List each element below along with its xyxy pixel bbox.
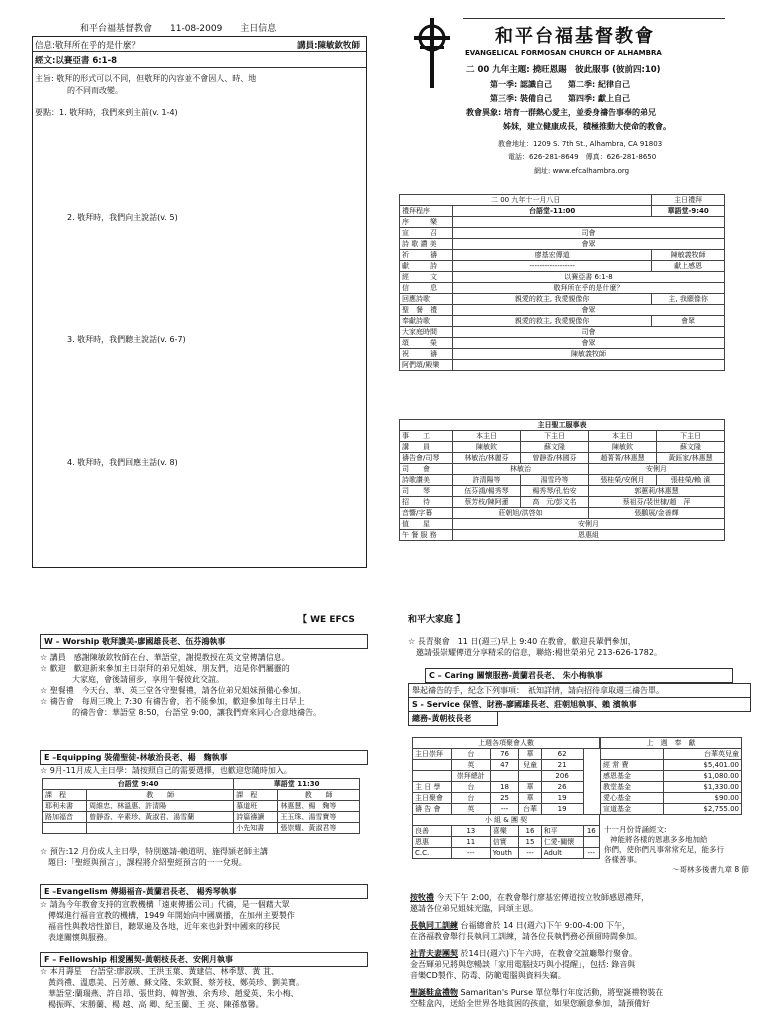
- order-value-mn: 主, 我願像你: [652, 294, 725, 305]
- divider: [463, 18, 725, 19]
- sermon-scripture: 經文:以賽亞書 6:1-8: [35, 56, 118, 66]
- order-item: 祝 禱: [400, 349, 453, 360]
- group-row: [413, 826, 600, 837]
- sermon-box: [32, 36, 367, 568]
- offering-amount: $1,330.00: [664, 782, 742, 793]
- duty-value-mn: 安俐月: [589, 464, 725, 475]
- notice-text: 邀請各位弟兄姐妹光臨，同頌主恩。: [410, 904, 538, 913]
- group-cell: 良善: [413, 826, 452, 837]
- offering-label: 感恩基金: [601, 771, 664, 782]
- offering-row: [601, 749, 742, 760]
- attendance-cell: 26: [541, 782, 583, 793]
- duty-value: 伍芬鴻/楊秀琴: [453, 486, 521, 497]
- attendance-cell: 主 日 學: [413, 782, 452, 793]
- class-cell: [87, 823, 234, 834]
- class-head-mn: 華語堂 11:30: [234, 779, 360, 790]
- duty-value-tw: 莊朝旭/洪啓如: [453, 508, 589, 519]
- offering-title: 上 週 奉 獻: [601, 738, 742, 749]
- order-value-tw: ------------------: [453, 261, 652, 272]
- order-row: [400, 349, 725, 360]
- order-value: [453, 217, 725, 228]
- offering-amount: $90.00: [664, 793, 742, 804]
- group-cell: ---: [451, 848, 490, 859]
- class-cell: 詩篇禱讀: [234, 812, 278, 823]
- order-value: 敬拜所在乎的是什麼？: [453, 283, 725, 294]
- order-item: 序 樂: [400, 217, 453, 228]
- fellow-item: ☆ 本月壽星 台語堂:廖淑瑛、王洪玉葉、黃建信、林季慧、黃 苴、: [40, 967, 279, 976]
- attendance-row: [413, 760, 600, 771]
- order-row: [400, 294, 725, 305]
- attendance-cell: 台華: [519, 804, 541, 815]
- order-item: 宣 召: [400, 228, 453, 239]
- church-vision-1: 教會異象: 培育一群熱心愛主，並委身禱告事奉的弟兄: [466, 108, 656, 117]
- notice-text: 今天下午 2:00，在教會舉行廖基宏傳道按立牧師感恩禮拜，: [436, 893, 650, 902]
- order-value: 司會: [453, 327, 725, 338]
- group-cell: [583, 837, 599, 848]
- group-cell: 11: [451, 837, 490, 848]
- class-col: 教 師: [87, 790, 234, 801]
- church-name-zh: 和平台福基督教會: [495, 26, 655, 47]
- group-cell: C.C.: [413, 848, 452, 859]
- duty-value: 恩惠組: [453, 530, 725, 541]
- order-head-0: 禮拜程序: [400, 206, 453, 217]
- caring-item: 舉起禱告的手，紀念下列事項： 祇知詳情，請向招待拿取週三禱告單。: [408, 683, 751, 698]
- sermon-topic: 信息:敬拜所在乎的是什麼？: [35, 41, 140, 51]
- evan-item: 表達關懷與服務。: [40, 933, 112, 942]
- duty-value: 張桂榮/安俐月: [589, 475, 657, 486]
- equip-note2b: 題目:「聖經與預言」，課程將介紹聖經預言的一一兌現。: [40, 858, 247, 867]
- order-value-tw: 親愛的救主, 我愛親像你: [453, 316, 652, 327]
- duty-item: 禱告會/司琴: [400, 453, 453, 464]
- evangelism-bar: E –Evangelism 傳揚福音-黃蘭君長老、 楊秀琴執事: [40, 884, 368, 899]
- duty-value: 高 元/彭文名: [521, 497, 589, 508]
- duty-item: 午 餐 服 務: [400, 530, 453, 541]
- equip-note2a: ☆ 預告:12 月份成人主日學，特別邀請-賴道明、施得頴老師主講: [40, 847, 269, 856]
- duty-row: [400, 453, 725, 464]
- notice-title: 長執同工訓練: [410, 921, 458, 930]
- class-cell: 張崇耀、黃淑君等: [278, 823, 360, 834]
- order-title: 主日禮拜: [652, 195, 725, 206]
- worship-item: ☆ 歡迎 歡迎新來參加主日崇拜的弟兄姐妹、朋友們，這是你們屬靈的: [40, 664, 290, 673]
- groups-title: 小 組 & 團 契: [413, 815, 600, 826]
- duty-row: [400, 442, 725, 453]
- duty-row: [400, 530, 725, 541]
- group-cell: ---: [583, 848, 599, 859]
- right-items: [408, 636, 662, 658]
- order-row: [400, 250, 725, 261]
- duty-value-mn: 郭蕙莉/林惠慧: [589, 486, 725, 497]
- duty-value: 張桂榮/賴 濱: [657, 475, 725, 486]
- church-theme-year: 二 00 九年主題: 撓旺恩賜 彼此服事 (彼前四:10): [466, 65, 661, 75]
- attendance-row: [413, 749, 600, 760]
- offering-row: [601, 771, 742, 782]
- notice-line: [410, 948, 750, 959]
- class-cell: [43, 823, 87, 834]
- attendance-cell: 47: [490, 760, 519, 771]
- order-head-1: 台語堂-11:00: [453, 206, 652, 217]
- class-cell: 林惠慧、楊 麴等: [278, 801, 360, 812]
- duty-value: 蔡芳枝/陳阿蓮: [453, 497, 521, 508]
- attendance-cell: 主日崇拜: [413, 749, 452, 760]
- duty-value: 蘇文隆: [521, 442, 589, 453]
- notice-title: 社青夫妻團契: [410, 949, 458, 958]
- duty-item: 詩歌讚美: [400, 475, 453, 486]
- attendance-cell: 18: [490, 782, 519, 793]
- order-value: 司會: [453, 228, 725, 239]
- offering-label: 愛心基金: [601, 793, 664, 804]
- duty-item: 司 琴: [400, 486, 453, 497]
- church-vision-2: 姊妹，建立健康成長，積極推動大使命的教會。: [503, 122, 671, 131]
- notice-text: 在洛福教會舉行長執同工訓練，請各位長執們務必預留時間參加。: [410, 932, 642, 941]
- class-cell: 小先知書: [234, 823, 278, 834]
- fellow-item: 楊振晖、宋勝蘭、楊 越、高 卿、紀玉蘭、王 亮、陳孫慕馨。: [40, 1000, 264, 1009]
- equip-note: ☆ 9月-11月成人主日學：請按照自己的需要選擇，也歡迎您隨時加入。: [40, 766, 292, 775]
- offering-amount: 台華英兒童: [664, 749, 742, 760]
- duty-head-2: 下主日: [521, 431, 589, 442]
- order-row: [400, 217, 725, 228]
- offering-label: 教堂基金: [601, 782, 664, 793]
- class-cell: 周維忠、林溫惠、許清陽: [87, 801, 234, 812]
- sermon-theme-1: 主旨: 敬拜的形式可以不同，但敬拜的內容並不會因人、時、地: [35, 74, 257, 83]
- evan-item: 傳媒進行福音宣教的機構，1949 年開始向中國廣播，在加州主要製作: [40, 911, 295, 920]
- attendance-cell: 台: [451, 793, 490, 804]
- notice-text: 台福總會於 14 日(週六)下午 9:00-4:00 下午，: [460, 921, 630, 930]
- order-item: 回應詩歌: [400, 294, 453, 305]
- order-item: 獻 詩: [400, 261, 453, 272]
- duty-value-mn: 蔡祖芬/裴世棣/趙 萍: [589, 497, 725, 508]
- offering-label: 宣道基金: [601, 804, 664, 815]
- verse-line: 各樣善事。: [604, 855, 642, 864]
- group-row: [413, 848, 600, 859]
- duty-row: [400, 486, 725, 497]
- equip-bar: E –Equipping 裝備聖徒-林敏治長老、楊 麴執事: [40, 750, 368, 765]
- worship-item: ☆ 禱告會 每周三晚上 7:30 有禱告會，若不能參加，歡迎參加每主日早上: [40, 697, 305, 706]
- order-item: 詩 歌 讚 美: [400, 239, 453, 250]
- attendance-cell: ---: [490, 804, 519, 815]
- class-col: 教 師: [278, 790, 360, 801]
- class-row: [43, 812, 360, 823]
- attendance-cell: 25: [490, 793, 519, 804]
- church-name-en: EVANGELICAL FORMOSAN CHURCH OF ALHAMBRA: [465, 49, 662, 57]
- verse-line: 十一月份背誦經文:: [604, 825, 667, 834]
- notice-line: [410, 920, 750, 931]
- class-cell: 耶利未書: [43, 801, 87, 812]
- verse-line: 你們，使你們凡事常常充足，能多行: [604, 845, 724, 854]
- order-item: 聖 餐 禮: [400, 305, 453, 316]
- duty-value: 陳敏欽: [589, 442, 657, 453]
- duty-row: [400, 464, 725, 475]
- order-value-tw: 親愛的救主, 我愛親像你: [453, 294, 652, 305]
- notice-text: 於14日(週六)下午六時，在教會交誼廳舉行聚會。: [460, 949, 637, 958]
- attendance-cell: 76: [490, 749, 519, 760]
- verse-line: 神能將各樣的恩惠多多地加給: [610, 835, 708, 844]
- class-head-tw: 台語堂 9:40: [43, 779, 234, 790]
- right-item: 邀請張崇耀傳道分享精采的信息，聯絡:楊世榮弟兄 213-626-1782。: [408, 648, 662, 657]
- duty-value-mn: 張鵬展/金善輝: [589, 508, 725, 519]
- duty-row: [400, 519, 725, 530]
- group-cell: 13: [451, 826, 490, 837]
- duty-head-0: 事 工: [400, 431, 453, 442]
- duty-value: 楊秀琴/孔怡安: [521, 486, 589, 497]
- attendance-cell: 台: [451, 749, 490, 760]
- family-left-title: 【 WE EFCS: [298, 615, 355, 625]
- attendance-cell: [413, 760, 452, 771]
- duty-row: [400, 475, 725, 486]
- duty-item: 音響/字幕: [400, 508, 453, 519]
- duty-title: 主日聖工服事表: [400, 420, 725, 431]
- order-item: 祈 禱: [400, 250, 453, 261]
- attendance-cell: 華: [519, 782, 541, 793]
- order-value-mn: 獻上感恩: [652, 261, 725, 272]
- admin-bar: 總務-黃朝枝長老: [408, 711, 498, 726]
- notice-text: 空鞋盒內，送給全世界各地貧困的孩童，如果您願意參加，請預備好: [410, 999, 650, 1008]
- attendance-cell: 禱 告 會: [413, 804, 452, 815]
- attendance-cell: 62: [541, 749, 583, 760]
- notice-line: [410, 987, 750, 998]
- right-item: ☆ 長青聚會 11 日(週三)早上 9:40 在教會，歡迎長輩們參加，: [408, 637, 636, 646]
- notices-list: [410, 892, 750, 1009]
- order-item: 頌 榮: [400, 338, 453, 349]
- sermon-speaker: 講員:陳敏欽牧師: [297, 41, 360, 51]
- offering-table: [600, 737, 742, 815]
- offering-amount: $5,401.00: [664, 760, 742, 771]
- attendance-table: [412, 737, 600, 859]
- sermon-point-3: 3. 敬拜時，我們聽主說話(v. 6-7): [67, 335, 186, 344]
- sermon-point-4: 4. 敬拜時，我們回應主話(v. 8): [67, 458, 178, 467]
- duty-head-3: 本主日: [589, 431, 657, 442]
- class-table: [42, 778, 360, 834]
- attendance-cell: 主日聚會: [413, 793, 452, 804]
- duty-row: [400, 508, 725, 519]
- notice-line: [410, 892, 750, 903]
- attendance-cell: 台: [451, 782, 490, 793]
- group-cell: 和平: [541, 826, 583, 837]
- class-row: [43, 801, 360, 812]
- order-value: 以賽亞書 6:1-8: [453, 272, 725, 283]
- class-cell: 曾靜香、辛素珍、黃淑君、湯雪蘭: [87, 812, 234, 823]
- attendance-cell: [519, 771, 541, 782]
- order-row: [400, 316, 725, 327]
- group-cell: 16: [519, 826, 541, 837]
- attendance-cell: 崇拜總計: [451, 771, 490, 782]
- fellow-item: 黃尚禮、溫惠美、呂芳蕙、蘇文隆、朱欽賢、蔡芳枝、鄭英珍、劉美寶。: [40, 978, 304, 987]
- attendance-cell: 19: [541, 793, 583, 804]
- attendance-cell: 206: [541, 771, 583, 782]
- order-item: 大家庭時間: [400, 327, 453, 338]
- church-address: 教會地址：1209 S. 7th St., Alhambra, CA 91803: [498, 140, 663, 148]
- church-phone: 電話：626-281-8649 傳真：626-281-8650: [508, 153, 657, 161]
- class-cell: 慕道班: [234, 801, 278, 812]
- order-row: [400, 283, 725, 294]
- church-seasons-2: 第三季: 裝備自己 第四季: 獻上自己: [490, 94, 630, 103]
- duty-item: 講 員: [400, 442, 453, 453]
- order-row: [400, 272, 725, 283]
- order-date: 二 00 九年十一月八日: [400, 195, 652, 206]
- order-value: 會眾: [453, 338, 725, 349]
- order-item: 信 息: [400, 283, 453, 294]
- notice-line: [410, 998, 750, 1009]
- order-value-tw: 廖基宏傳道: [453, 250, 652, 261]
- worship-item: ☆ 聖餐禮 今天台、華、英三堂各守聖餐禮，請各位弟兄姐妹預備心參加。: [40, 686, 306, 695]
- duty-value: 許清陽等: [453, 475, 521, 486]
- group-cell: Youth: [490, 848, 519, 859]
- attendance-cell: 華: [519, 749, 541, 760]
- group-cell: Adult: [541, 848, 583, 859]
- order-table: [399, 194, 725, 371]
- attendance-row: [413, 804, 600, 815]
- attendance-cell: 英: [451, 760, 490, 771]
- offering-amount: $1,080.00: [664, 771, 742, 782]
- notice-text: 金吾輝弟兄將與您暢談「家用電腦技巧與小提醒」，包括: 錄音與: [410, 960, 636, 969]
- offering-row: [601, 760, 742, 771]
- worship-item: ☆ 講員 感謝陳敏欽牧師在台、華語堂，謝提教授在英文堂傳講信息。: [40, 653, 290, 662]
- attendance-cell: 華: [519, 793, 541, 804]
- offering-row: [601, 793, 742, 804]
- caring-bar: C – Caring 關懷服務-黃蘭君長老、 朱小梅執事: [425, 668, 733, 683]
- duty-value-tw: 林敏治: [453, 464, 589, 475]
- divider: [33, 67, 366, 68]
- order-row: [400, 305, 725, 316]
- church-cross-logo-icon: [410, 18, 456, 88]
- attendance-row: [413, 771, 600, 782]
- church-seasons-1: 第一季: 認識自己 第二季: 紀律自己: [490, 80, 630, 89]
- church-website: 網址: www.efcalhambra.org: [534, 167, 630, 175]
- divider: [33, 51, 366, 52]
- group-cell: 喜樂: [490, 826, 519, 837]
- duty-row: [400, 497, 725, 508]
- order-row: [400, 327, 725, 338]
- sermon-header: 和平台福基督教會 11-08-2009 主日信息: [80, 24, 277, 34]
- order-row: [400, 338, 725, 349]
- memory-verse: [604, 825, 749, 875]
- order-value: 會眾: [453, 239, 725, 250]
- attendance-cell: [490, 771, 519, 782]
- duty-item: 司 會: [400, 464, 453, 475]
- offering-label: [601, 749, 664, 760]
- sermon-point-1: 要點：1. 敬拜時，我們來到主前(v. 1-4): [35, 108, 178, 117]
- class-cell: 路加福音: [43, 812, 87, 823]
- order-row: [400, 261, 725, 272]
- duty-value: 蘇文隆: [657, 442, 725, 453]
- worship-bar: W – Worship 敬拜讚美-廖國雄長老、伍芬鴻執事: [40, 634, 368, 649]
- family-right-title: 和平大家庭 】: [408, 615, 466, 625]
- class-row: [43, 823, 360, 834]
- fellow-item: 華語堂:蘭瑞燕、許自昂、張世鈞、韓智強、余秀珍、趙愛英、朱小梅、: [40, 989, 299, 998]
- group-cell: 15: [519, 837, 541, 848]
- group-row: [413, 837, 600, 848]
- duty-value: 趙菁菁/林惠慧: [589, 453, 657, 464]
- notice-title: 聖誕鞋盒禮物: [410, 988, 458, 997]
- duty-item: 值 星: [400, 519, 453, 530]
- notice-text: 音樂CD製作、防毒、防範電腦與資料失竊。: [410, 971, 566, 980]
- order-value: [453, 360, 725, 371]
- sermon-theme-2: 的不同而改變。: [67, 86, 123, 95]
- fellowship-bar: F – Fellowship 相愛團契-黃朝枝長老、安俐月執事: [40, 952, 368, 967]
- group-cell: ---: [519, 848, 541, 859]
- attendance-title: 上週各項聚會人數: [413, 738, 600, 749]
- order-value-mn: 陳敏義牧師: [652, 250, 725, 261]
- duty-table: [399, 419, 725, 541]
- verse-ref: ～哥林多後書九章 8 節: [671, 865, 749, 874]
- class-col: 課 程: [234, 790, 278, 801]
- duty-value: 曾靜香/林國芬: [521, 453, 589, 464]
- order-item: 經 文: [400, 272, 453, 283]
- order-item: 奉獻詩歌: [400, 316, 453, 327]
- order-value: 會眾: [453, 305, 725, 316]
- class-cell: 王玉珠、湯雪寶等: [278, 812, 360, 823]
- fellow-items: [40, 966, 304, 1010]
- attendance-cell: 兒童: [519, 760, 541, 771]
- attendance-cell: 19: [541, 804, 583, 815]
- order-row: [400, 228, 725, 239]
- worship-item: 大家庭，會後請留步，享用午餐彼此交誼。: [40, 675, 224, 684]
- duty-head-4: 下主日: [657, 431, 725, 442]
- duty-value: 黃鈺家/林惠慧: [657, 453, 725, 464]
- offering-row: [601, 804, 742, 815]
- duty-item: 招 待: [400, 497, 453, 508]
- evan-item: 福音性與教培性節目，聽眾遍及各地，近年來也針對中國來的移民: [40, 922, 280, 931]
- class-col: 課 程: [43, 790, 87, 801]
- order-item: 阿們頌/殿樂: [400, 360, 453, 371]
- order-row: [400, 360, 725, 371]
- evan-item: ☆ 請為今年教會支持的宣教機構「遠東傳播公司」代禱，是一個藉大眾: [40, 900, 290, 909]
- notice-line: [410, 959, 750, 970]
- notice-line: [410, 903, 750, 914]
- notice-line: [410, 970, 750, 981]
- sermon-point-2: 2. 敬拜時，我們向主說話(v. 5): [67, 213, 178, 222]
- attendance-row: [413, 782, 600, 793]
- offering-label: 經 常 費: [601, 760, 664, 771]
- offering-amount: $2,755.00: [664, 804, 742, 815]
- notice-line: [410, 931, 750, 942]
- duty-value: 湯雪玲等: [521, 475, 589, 486]
- attendance-cell: 英: [451, 804, 490, 815]
- duty-value: 林敏治/林麗芬: [453, 453, 521, 464]
- order-value: 陳敏義牧師: [453, 349, 725, 360]
- group-cell: 16: [583, 826, 599, 837]
- group-cell: 恩惠: [413, 837, 452, 848]
- worship-item: 的禱告會：華語堂 8:50，台語堂 9:00，讓我們齊來同心合意地禱告。: [40, 708, 322, 717]
- order-head-2: 華語堂-9:40: [652, 206, 725, 217]
- duty-head-1: 本主日: [453, 431, 521, 442]
- attendance-row: [413, 793, 600, 804]
- worship-items: [40, 652, 370, 718]
- evan-items: [40, 899, 295, 943]
- duty-value: 陳敏欽: [453, 442, 521, 453]
- service-bar: S - Service 保管、財務-廖國雄長老、莊朝旭執事、賴 濱執事: [408, 697, 751, 712]
- group-cell: 信實: [490, 837, 519, 848]
- group-cell: 仁愛-關懷: [541, 837, 583, 848]
- duty-value: 安俐月: [453, 519, 725, 530]
- offering-row: [601, 782, 742, 793]
- notice-title: 按牧禮: [410, 893, 434, 902]
- notice-text: Samaritan's Purse 單位舉行年度活動，將聖誕禮物裝在: [460, 988, 664, 997]
- attendance-cell: 21: [541, 760, 583, 771]
- attendance-cell: [413, 771, 452, 782]
- order-value-mn: 會眾: [652, 316, 725, 327]
- order-row: [400, 239, 725, 250]
